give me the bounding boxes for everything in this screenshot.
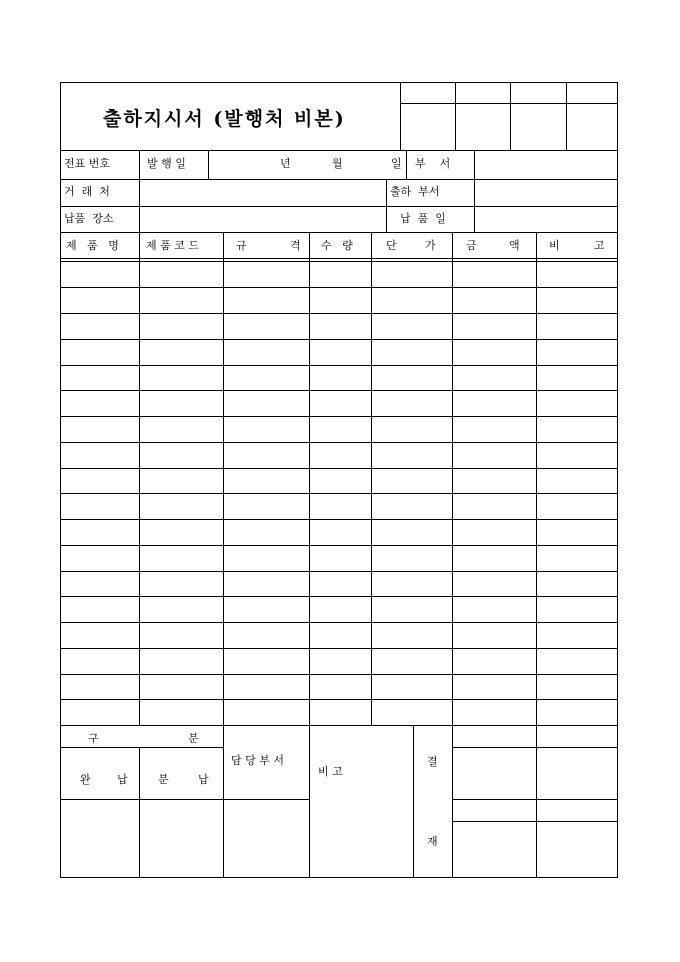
table-column-divider: [452, 232, 453, 725]
full-delivery-field[interactable]: [61, 800, 139, 877]
table-column-divider: [139, 232, 140, 725]
shipping-department-label: 출하 부서: [390, 185, 440, 198]
col-amount: 액: [509, 239, 520, 252]
col-spec: 격: [290, 239, 301, 252]
header-double-rule: [60, 258, 618, 259]
col-unit-price: 가: [425, 239, 436, 252]
manager-department-label: 담 당 부 서: [231, 754, 284, 767]
client-field[interactable]: [140, 180, 386, 206]
stamp-divider: [455, 82, 456, 150]
year-label: 년: [280, 157, 291, 170]
col-note: 비: [549, 239, 560, 252]
header-rule: [60, 232, 618, 233]
delivery-date-field[interactable]: [475, 207, 617, 232]
partial-delivery-label: 분: [158, 773, 169, 786]
table-row[interactable]: [60, 519, 618, 520]
table-row[interactable]: [60, 622, 618, 623]
col-amount: 금: [466, 239, 477, 252]
table-row[interactable]: [60, 571, 618, 572]
division-label: 분: [188, 732, 199, 745]
footer-rule: [452, 821, 618, 822]
manager-department-field[interactable]: [224, 800, 309, 877]
delivery-place-label: 납품 장소: [64, 212, 114, 225]
table-row[interactable]: [60, 416, 618, 417]
shipping-department-field[interactable]: [475, 180, 617, 206]
col-note: 고: [594, 239, 605, 252]
page-title: 출하지시서 (발행처 비본): [103, 108, 346, 130]
day-label: 일: [391, 157, 402, 170]
table-column-divider: [536, 232, 537, 725]
approval-label: 결: [427, 755, 438, 768]
partial-delivery-field[interactable]: [140, 800, 223, 877]
col-product-code: 제 품 코 드: [146, 239, 199, 252]
table-row[interactable]: [60, 648, 618, 649]
table-row[interactable]: [60, 674, 618, 675]
table-row[interactable]: [60, 390, 618, 391]
footer-rule: [452, 747, 618, 748]
delivery-date-label: 납 품 일: [400, 212, 446, 225]
delivery-place-field[interactable]: [140, 207, 386, 232]
stamp-divider: [566, 82, 567, 150]
footer-rule: [452, 799, 618, 800]
voucher-number-label: 전표 번호: [64, 157, 111, 170]
table-row[interactable]: [60, 365, 618, 366]
header-divider: [208, 150, 209, 179]
partial-delivery-label: 납: [198, 773, 209, 786]
stamp-divider: [510, 82, 511, 150]
table-row[interactable]: [60, 725, 618, 726]
approval-label: 재: [427, 835, 438, 848]
table-row[interactable]: [60, 545, 618, 546]
department-label: 부 서: [415, 157, 451, 170]
header-double-rule: [60, 261, 618, 262]
division-label: 구: [88, 732, 99, 745]
issue-date-label: 발 행 일: [147, 157, 186, 170]
table-column-divider: [371, 232, 372, 725]
table-row[interactable]: [60, 596, 618, 597]
header-divider: [386, 179, 387, 232]
full-delivery-label: 완: [80, 773, 91, 786]
footer-rule: [60, 747, 223, 748]
department-field[interactable]: [475, 151, 617, 179]
table-row[interactable]: [60, 313, 618, 314]
col-unit-price: 단: [386, 239, 397, 252]
stamp-divider: [400, 82, 401, 150]
month-label: 월: [332, 157, 343, 170]
col-product-name: 제 품 명: [66, 239, 119, 252]
remarks-label: 비 고: [318, 765, 343, 778]
table-column-divider: [309, 232, 310, 725]
col-spec: 규: [236, 239, 247, 252]
table-row[interactable]: [60, 442, 618, 443]
header-divider: [406, 150, 407, 179]
remarks-field[interactable]: [310, 782, 413, 877]
col-quantity: 수 량: [321, 239, 353, 252]
table-row[interactable]: [60, 287, 618, 288]
client-label: 거 래 처: [64, 185, 110, 198]
table-row[interactable]: [60, 699, 618, 700]
table-column-divider: [223, 232, 224, 725]
table-row[interactable]: [60, 339, 618, 340]
footer-divider: [413, 725, 414, 878]
stamp-divider: [400, 103, 618, 104]
table-row[interactable]: [60, 493, 618, 494]
table-row[interactable]: [60, 468, 618, 469]
full-delivery-label: 납: [117, 773, 128, 786]
